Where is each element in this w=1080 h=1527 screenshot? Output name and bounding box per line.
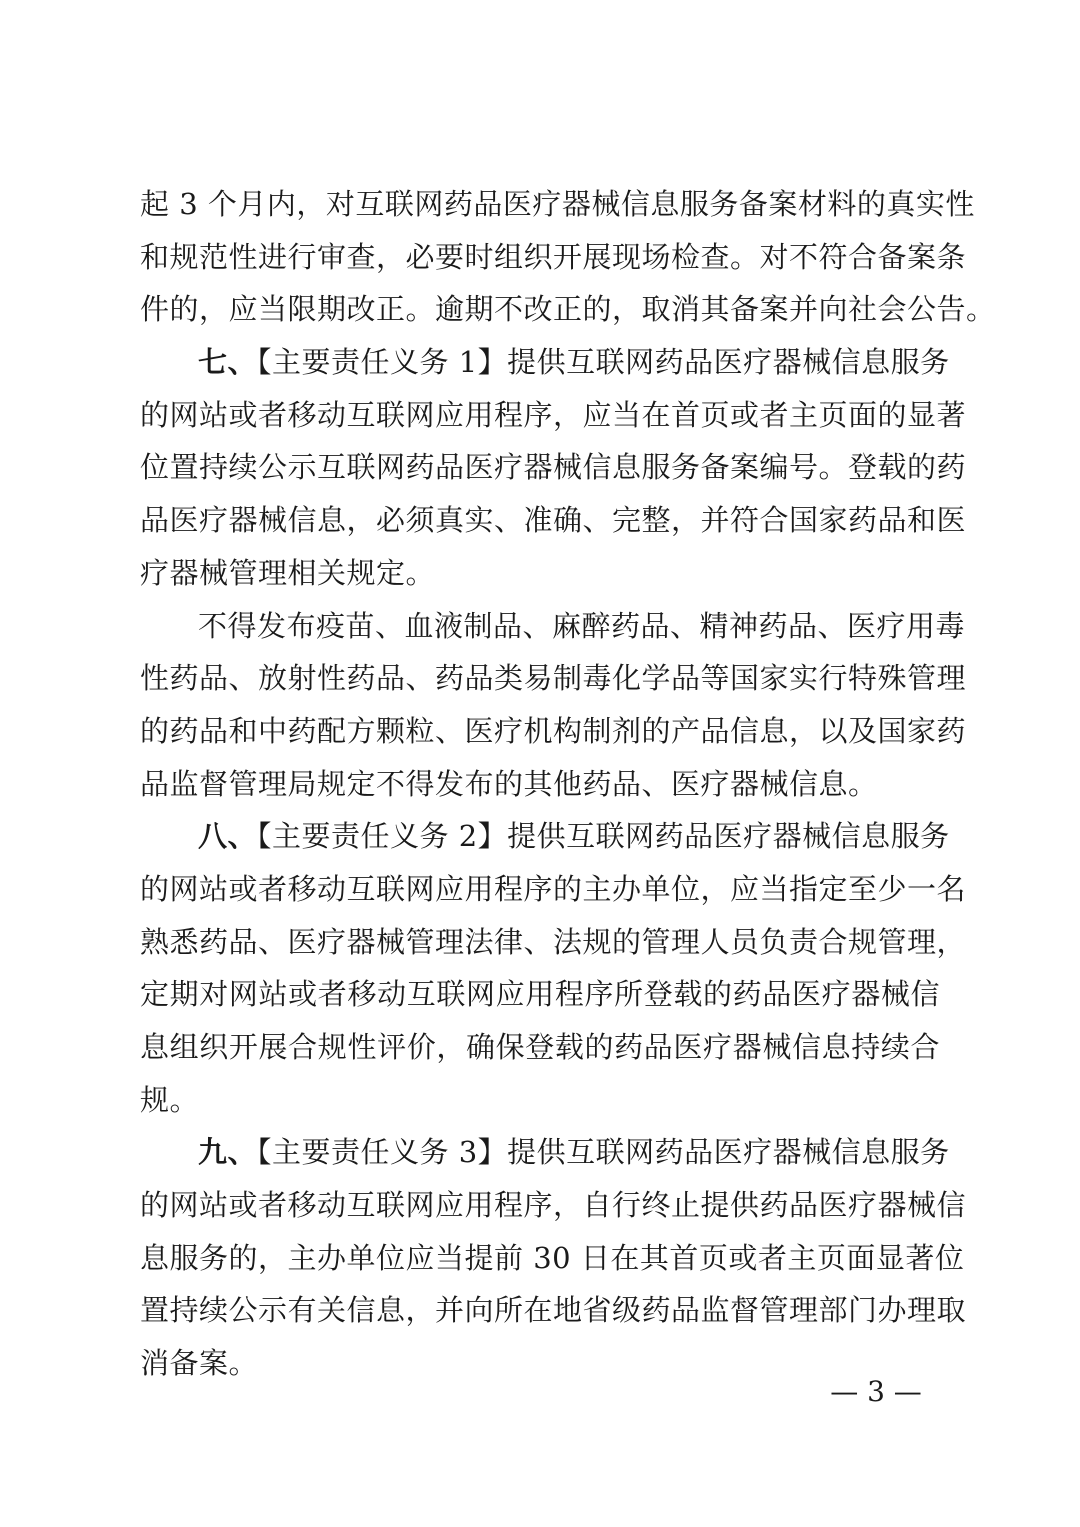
text-line: 性药品、放射性药品、药品类易制毒化学品等国家实行特殊管理: [140, 661, 967, 696]
text-line: 的网站或者移动互联网应用程序，应当在首页或者主页面的显著: [140, 397, 967, 432]
text-line: 和规范性进行审查，必要时组织开展现场检查。对不符合备案条: [140, 239, 967, 274]
text-line: 熟悉药品、医疗器械管理法律、法规的管理人员负责合规管理，: [140, 924, 967, 959]
text-line: 位置持续公示互联网药品医疗器械信息服务备案编号。登载的药: [140, 450, 967, 485]
text-line: 定期对网站或者移动互联网应用程序所登载的药品医疗器械信: [140, 977, 940, 1012]
article-eight-heading: 八、: [198, 819, 258, 854]
text-line: 息组织开展合规性评价，确保登载的药品医疗器械信息持续合: [140, 1030, 940, 1064]
text-line: 起 3 个月内，对互联网药品医疗器械信息服务备案材料的真实性: [140, 187, 975, 221]
text-line: 息服务的，主办单位应当提前 30 日在其首页或者主页面显著位: [140, 1240, 965, 1275]
text-line: 消备案。: [140, 1346, 259, 1381]
text-line: 品医疗器械信息，必须真实、准确、完整，并符合国家药品和医: [140, 503, 967, 538]
article-eight-first-line: [140, 810, 950, 863]
text-line: 件的，应当限期改正。逾期不改正的，取消其备案并向社会公告。: [140, 292, 996, 327]
article-nine-title: 【主要责任义务 3】提供互联网药品医疗器械信息服务: [257, 1135, 950, 1170]
text-line: 的网站或者移动互联网应用程序，自行终止提供药品医疗器械信: [140, 1188, 967, 1223]
text-line: 规。: [140, 1082, 200, 1117]
text-line: 品监督管理局规定不得发布的其他药品、医疗器械信息。: [140, 766, 878, 801]
page-number: — 3 —: [830, 1375, 922, 1408]
text-line: 置持续公示有关信息，并向所在地省级药品监督管理部门办理取: [140, 1293, 967, 1328]
article-nine-heading: 九、: [198, 1135, 258, 1170]
article-nine-first-line: [140, 1126, 950, 1179]
article-eight-title: 【主要责任义务 2】提供互联网药品医疗器械信息服务: [257, 819, 950, 854]
document-body: [140, 178, 996, 1390]
text-line: 的药品和中药配方颗粒、医疗机构制剂的产品信息，以及国家药: [140, 713, 967, 748]
text-line: 的网站或者移动互联网应用程序的主办单位，应当指定至少一名: [140, 871, 967, 906]
text-line: 不得发布疫苗、血液制品、麻醉药品、精神药品、医疗用毒: [198, 608, 966, 643]
article-seven-title: 【主要责任义务 1】提供互联网药品医疗器械信息服务: [257, 345, 950, 380]
article-seven-heading: 七、: [198, 345, 258, 380]
article-seven-first-line: [140, 336, 950, 389]
text-line: 疗器械管理相关规定。: [140, 555, 436, 590]
